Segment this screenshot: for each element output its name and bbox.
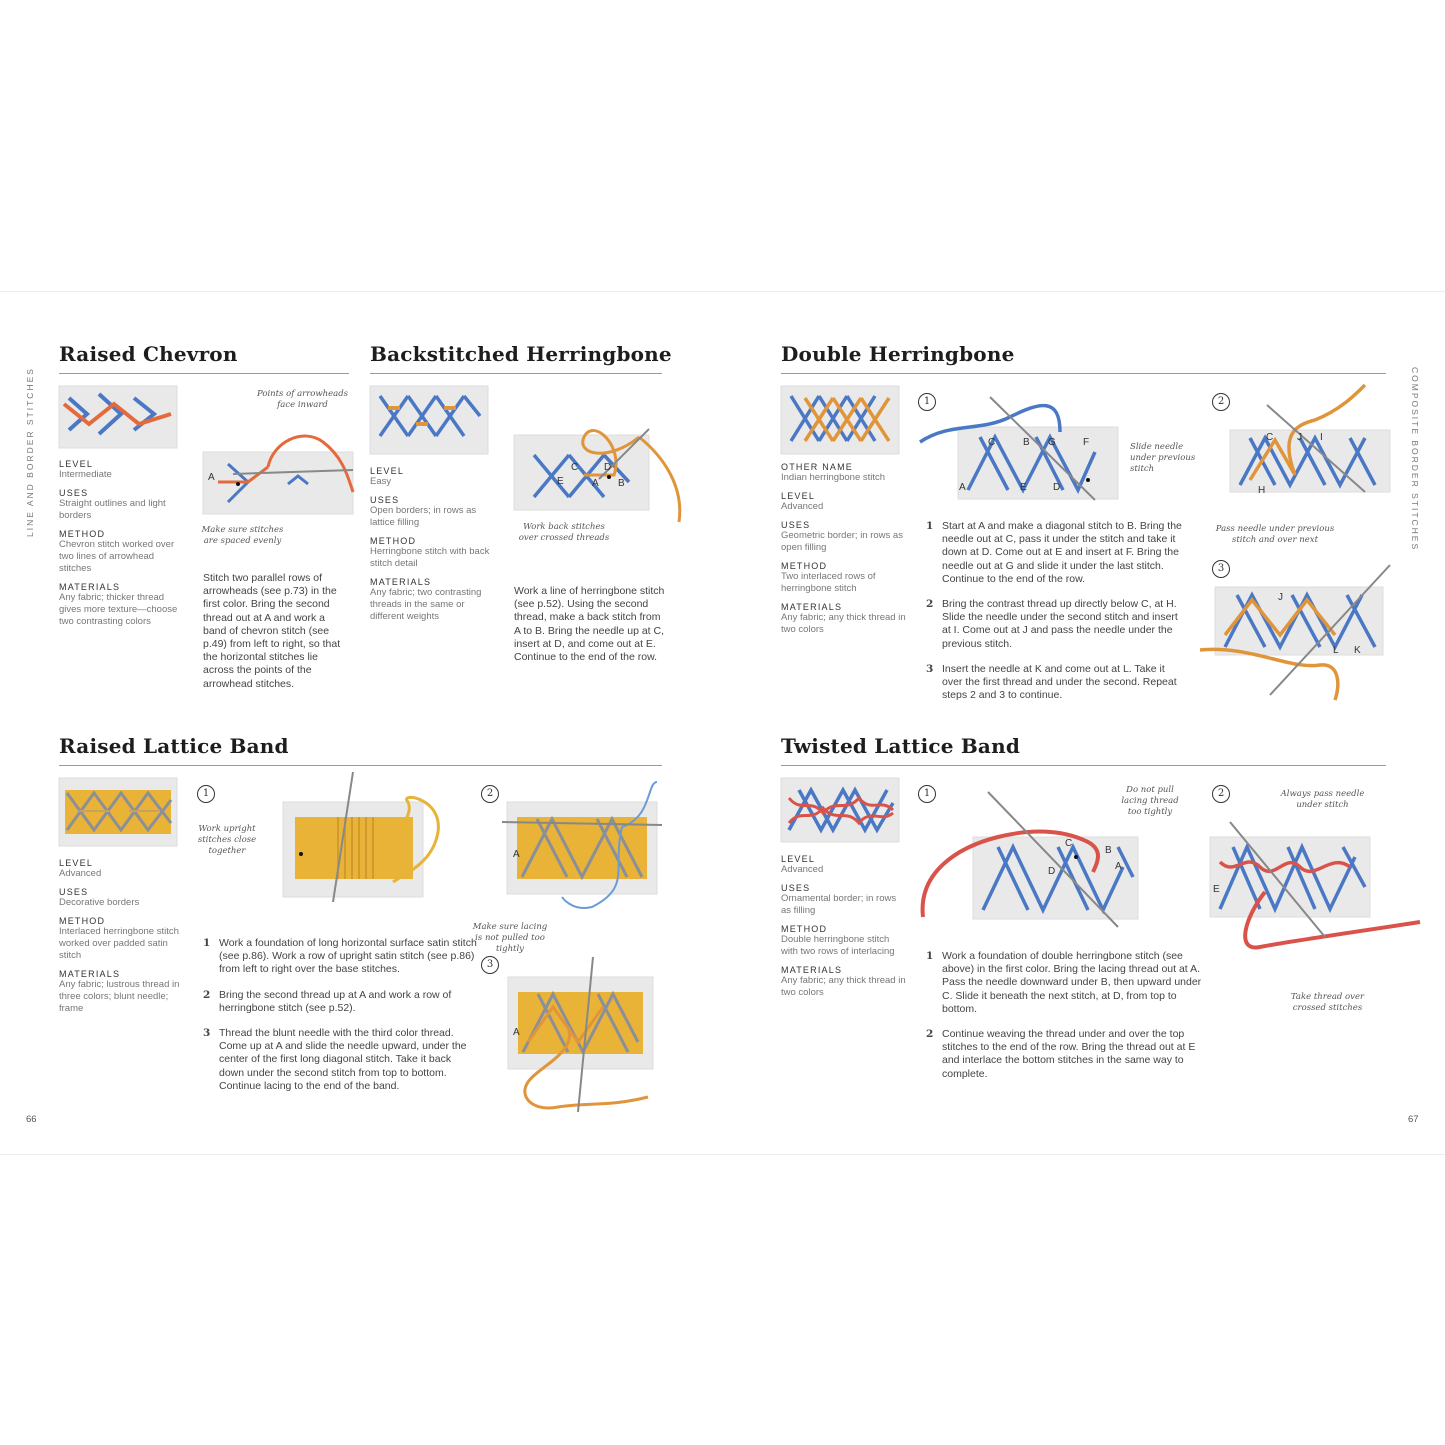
method-label: METHOD — [781, 561, 828, 571]
method-label: METHOD — [59, 529, 106, 539]
point-e: E — [557, 476, 564, 487]
twisted-lattice-band-info — [781, 847, 906, 999]
level-value: Advanced — [781, 501, 824, 512]
point-a: A — [513, 849, 520, 860]
method-value: Herringbone stitch with back stitch detail — [370, 546, 490, 569]
twisted-lattice-band-diagram-2 — [1205, 817, 1425, 952]
point-c: C — [1266, 432, 1274, 443]
raised-chevron-swatch — [59, 386, 177, 448]
step-3-number: 3 — [926, 662, 934, 675]
uses-label: USES — [59, 887, 89, 897]
step-3-number: 3 — [203, 1027, 211, 1040]
step-number-2: 2 — [1212, 393, 1230, 411]
level-value: Advanced — [59, 868, 102, 879]
double-herringbone-diagram-3 — [1200, 575, 1395, 705]
raised-chevron-diagram — [203, 422, 363, 522]
twisted-lattice-note-always: Always pass needle under stitch — [1280, 789, 1365, 810]
raised-lattice-band-diagram-3 — [508, 957, 668, 1117]
uses-value: Open borders; in rows as lattice filling — [370, 505, 477, 528]
raised-lattice-band-diagram-2 — [502, 787, 672, 917]
point-a-step3: A — [513, 1027, 520, 1038]
raised-lattice-note-upright: Work upright stitches close together — [197, 824, 257, 856]
materials-label: MATERIALS — [781, 602, 843, 612]
raised-lattice-band-title: Raised Lattice Band — [59, 734, 289, 758]
level-value: Easy — [370, 476, 392, 487]
twisted-lattice-band-steps — [926, 950, 1211, 1093]
raised-chevron-title: Raised Chevron — [59, 342, 238, 366]
point-b: B — [618, 478, 625, 489]
twisted-lattice-band-title: Twisted Lattice Band — [781, 734, 1021, 758]
level-label: LEVEL — [781, 854, 816, 864]
step-2 — [203, 989, 478, 1015]
step-2-text: Bring the second thread up at A and work a row of herringbone stitch (see p.52). — [219, 988, 452, 1014]
raised-lattice-note-lacing: Make sure lacing is not pulled too tightly — [472, 922, 548, 954]
point-f: F — [1083, 437, 1090, 448]
step-1-text: Work a foundation of long horizontal surface satin stitch (see p.86). Work a row of upright satin stitch (see p.86) from left to right over the base stitches. — [219, 937, 477, 976]
section-rule — [59, 373, 349, 374]
method-value: Interlaced herringbone stitch worked over padded satin stitch — [59, 926, 179, 961]
uses-label: USES — [781, 883, 811, 893]
uses-value: Decorative borders — [59, 897, 140, 908]
double-herringbone-title: Double Herringbone — [781, 342, 1015, 366]
level-label: LEVEL — [781, 491, 816, 501]
backstitched-herringbone-swatch — [370, 386, 488, 454]
point-b: B — [1105, 845, 1112, 856]
double-herringbone-swatch — [781, 386, 899, 454]
section-rule — [781, 373, 1386, 374]
level-value: Intermediate — [59, 469, 112, 480]
uses-value: Straight outlines and light borders — [59, 498, 166, 521]
raised-lattice-band-steps — [203, 937, 478, 1105]
point-c: C — [571, 462, 579, 473]
raised-lattice-band-swatch — [59, 778, 177, 846]
backstitched-herringbone-title: Backstitched Herringbone — [370, 342, 672, 366]
point-d: D — [1053, 482, 1061, 493]
raised-chevron-info — [59, 452, 179, 628]
section-rule — [370, 373, 662, 374]
level-label: LEVEL — [370, 466, 405, 476]
point-j: J — [1278, 592, 1283, 603]
double-herringbone-note-pass: Pass needle under previous stitch and over next — [1215, 524, 1335, 545]
uses-label: USES — [781, 520, 811, 530]
section-rule — [781, 765, 1386, 766]
method-value: Chevron stitch worked over two lines of arrowhead stitches — [59, 539, 175, 574]
step-number-1: 1 — [918, 393, 936, 411]
uses-label: USES — [59, 488, 89, 498]
raised-lattice-band-diagram-1 — [283, 772, 458, 907]
right-margin-label: COMPOSITE BORDER STITCHES — [1410, 367, 1420, 552]
method-label: METHOD — [59, 916, 106, 926]
step-number-3: 3 — [1212, 560, 1230, 578]
step-3-text: Thread the blunt needle with the third color thread. Come up at A and slide the needle upward, under the center of the first long diagonal stitch. Take it back down under the second stitch from top to bottom. Continue lacing to the end of the band. — [219, 1027, 467, 1092]
materials-value: Any fabric; lustrous thread in three colors; blunt needle; frame — [59, 979, 180, 1014]
double-herringbone-diagram-2 — [1225, 380, 1395, 505]
step-2-text: Bring the contrast thread up directly below C, at H. Slide the needle under the second stitch and insert at I. Come out at J and pass the needle under the previous stitch. — [942, 598, 1178, 650]
step-number-2: 2 — [1212, 785, 1230, 803]
uses-value: Geometric border; in rows as open filling — [781, 530, 903, 553]
step-1 — [203, 937, 478, 977]
step-3 — [203, 1027, 478, 1093]
uses-value: Ornamental border; in rows as filling — [781, 893, 897, 916]
step-2-number: 2 — [203, 988, 211, 1001]
backstitched-herringbone-diagram — [514, 417, 689, 532]
materials-label: MATERIALS — [59, 582, 121, 592]
backstitched-herringbone-note: Work back stitches over crossed threads — [518, 522, 610, 543]
level-value: Advanced — [781, 864, 824, 875]
double-herringbone-info — [781, 455, 906, 636]
twisted-lattice-note-pull: Do not pull lacing thread too tightly — [1121, 785, 1179, 817]
backstitched-herringbone-info — [370, 459, 490, 623]
double-herringbone-note-slide: Slide needle under previous stitch — [1130, 442, 1196, 474]
materials-value: Any fabric; any thick thread in two colors — [781, 612, 906, 635]
point-a: A — [1115, 861, 1122, 872]
method-label: METHOD — [370, 536, 417, 546]
uses-label: USES — [370, 495, 400, 505]
level-label: LEVEL — [59, 459, 94, 469]
materials-label: MATERIALS — [781, 965, 843, 975]
raised-lattice-band-info — [59, 851, 181, 1015]
double-herringbone-steps — [926, 520, 1188, 714]
book-spread — [0, 291, 1445, 1155]
page-number-right: 67 — [1408, 1114, 1419, 1125]
raised-chevron-note-arrowheads: Points of arrowheads face inward — [256, 389, 349, 410]
method-value: Double herringbone stitch with two rows of interlacing — [781, 934, 895, 957]
raised-chevron-note-spacing: Make sure stitches are spaced evenly — [201, 525, 284, 546]
point-k: K — [1354, 645, 1361, 656]
materials-label: MATERIALS — [59, 969, 121, 979]
level-label: LEVEL — [59, 858, 94, 868]
step-1-text: Start at A and make a diagonal stitch to B. Bring the needle out at C, pass it under the stitch and take it down at D. Come out at E and insert at F. Bring the needle out at G and slide it under the last stitch. Continue to the end of the row. — [942, 520, 1182, 585]
point-e: E — [1213, 884, 1220, 895]
point-d: D — [1048, 866, 1056, 877]
point-b: B — [1023, 437, 1030, 448]
step-number-3: 3 — [481, 956, 499, 974]
backstitched-herringbone-body: Work a line of herringbone stitch (see p.52). Using the second thread, make a back stitch from A to B. Bring the needle up at C, insert at D, and come out at E. Continue to the end of the row. — [514, 585, 665, 664]
step-number-2: 2 — [481, 785, 499, 803]
materials-label: MATERIALS — [370, 577, 432, 587]
point-a: A — [592, 478, 599, 489]
step-1-number: 1 — [926, 520, 934, 532]
point-e: E — [1020, 482, 1027, 493]
page-number-left: 66 — [26, 1114, 37, 1125]
step-number-1: 1 — [918, 785, 936, 803]
point-h: H — [1258, 485, 1266, 496]
step-number-1: 1 — [197, 785, 215, 803]
point-d: D — [604, 462, 612, 473]
point-l: L — [1333, 645, 1339, 656]
other-name-value: Indian herringbone stitch — [781, 472, 886, 483]
method-label: METHOD — [781, 924, 828, 934]
step-2 — [926, 598, 1188, 651]
materials-value: Any fabric; two contrasting threads in the same or different weights — [370, 587, 482, 622]
step-1 — [926, 950, 1211, 1016]
point-a: A — [208, 472, 215, 483]
step-1-number: 1 — [203, 937, 211, 949]
twisted-lattice-band-diagram-1 — [918, 792, 1143, 932]
step-3-text: Insert the needle at K and come out at L. Take it over the first thread and under the second. Repeat steps 2 and 3 to continue. — [942, 662, 1177, 702]
point-g: G — [1048, 437, 1056, 448]
left-margin-label: LINE AND BORDER STITCHES — [25, 367, 35, 537]
other-name-label: OTHER NAME — [781, 462, 854, 472]
section-rule — [59, 765, 662, 766]
step-3 — [926, 663, 1188, 703]
materials-value: Any fabric; thicker thread gives more texture—choose two contrasting colors — [59, 592, 178, 627]
point-a: A — [959, 482, 966, 493]
step-2-number: 2 — [926, 1028, 934, 1041]
step-2-number: 2 — [926, 598, 934, 611]
twisted-lattice-band-swatch — [781, 778, 899, 842]
method-value: Two interlaced rows of herringbone stitch — [781, 571, 876, 594]
step-1-number: 1 — [926, 950, 934, 962]
twisted-lattice-note-take: Take thread over crossed stitches — [1290, 992, 1365, 1013]
raised-chevron-body: Stitch two parallel rows of arrowheads (see p.73) in the first color. Bring the second thread out at A and work a band of chevron stitch (see p.49) from left to right, so that the horizontal stitches lie across the points of the arrowhead stitches. — [203, 572, 341, 690]
point-j: J — [1297, 432, 1302, 443]
materials-value: Any fabric; any thick thread in two colors — [781, 975, 906, 998]
step-2-text: Continue weaving the thread under and over the top stitches to the end of the row. Bring the thread out at E and interlace the bottom stitches in the same way to complete. — [942, 1028, 1196, 1080]
step-1 — [926, 520, 1188, 586]
point-c: C — [988, 437, 996, 448]
step-2 — [926, 1028, 1211, 1081]
step-1-text: Work a foundation of double herringbone stitch (see above) in the first color. Bring the lacing thread out at A. Pass the needle downward under B, then upward under C. Slide it beneath the next stitch, at D, from top to bottom. — [942, 950, 1202, 1015]
point-c: C — [1065, 838, 1073, 849]
point-i: I — [1320, 432, 1323, 443]
